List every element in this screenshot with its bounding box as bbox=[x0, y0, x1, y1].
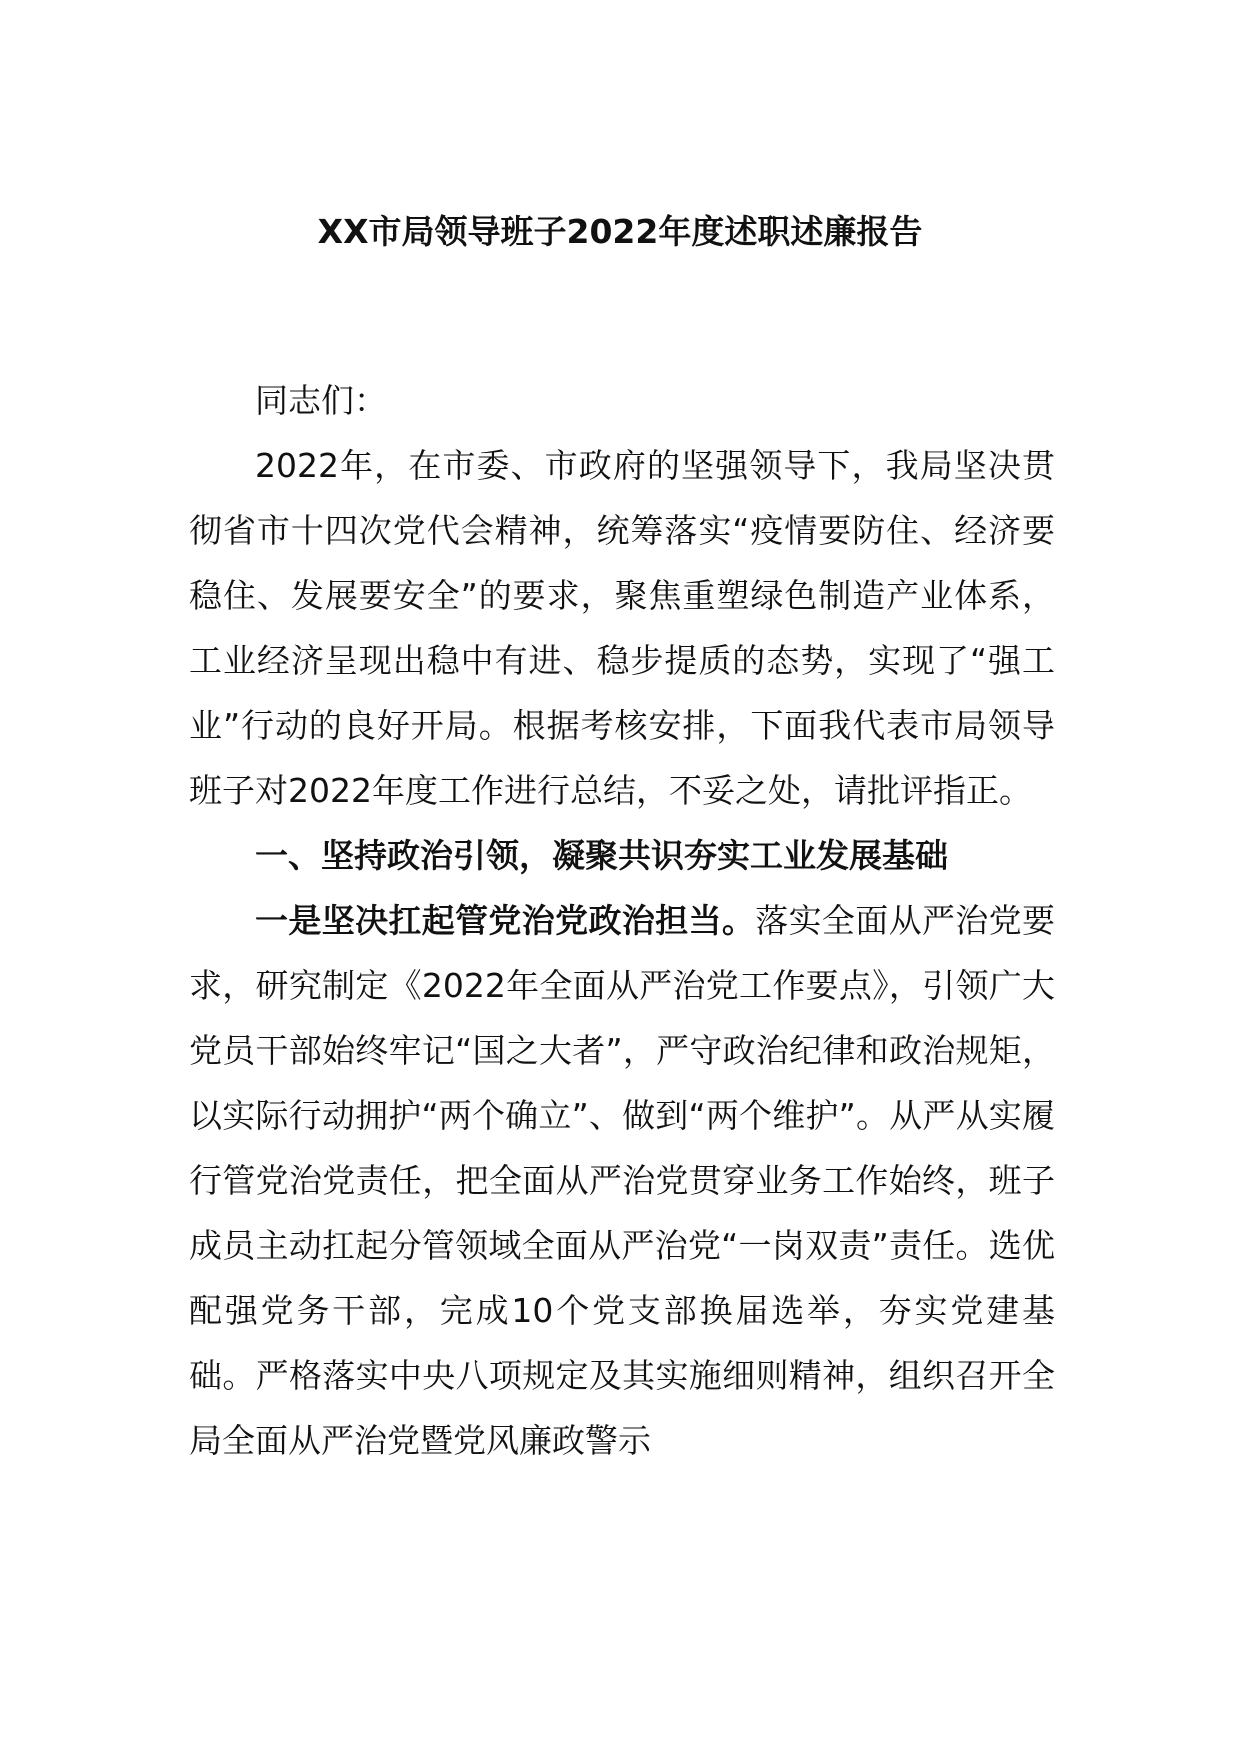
document-title: XX市局领导班子2022年度述职述廉报告 bbox=[317, 212, 923, 251]
section-paragraph bbox=[189, 888, 1055, 1473]
intro-paragraph: 2022年，在市委、市政府的坚强领导下，我局坚决贯彻省市十四次党代会精神，统筹落实“疫情要防住、经济要稳住、发展要安全”的要求，聚焦重塑绿色制造产业体系，工业经济呈现出稳中有进、稳步提质的态势，实现了“强工业”行动的良好开局。根据考核安排，下面我代表市局领导班子对2022年度工作进行总结，不妥之处，请批评指正。 bbox=[189, 446, 1055, 810]
salutation: 同志们： bbox=[255, 381, 387, 420]
paragraph-lead: 一是坚决扛起管党治党政治担当。 bbox=[255, 901, 756, 940]
document-body bbox=[189, 368, 1055, 1473]
paragraph-text: 落实全面从严治党要求，研究制定《2022年全面从严治党工作要点》，引领广大党员干部始终牢记“国之大者”，严守政治纪律和政治规矩，以实际行动拥护“两个确立”、做到“两个维护”。从严从实履行管党治党责任，把全面从严治党贯穿业务工作始终，班子成员主动扛起分管领域全面从严治党“一岗双责”责任。选优配强党务干部，完成10个党支部换届选举，夯实党建基础。严格落实中央八项规定及其实施细则精神，组织召开全局全面从严治党暨党风廉政警示 bbox=[189, 901, 1056, 1460]
section-heading: 一、坚持政治引领，凝聚共识夯实工业发展基础 bbox=[255, 836, 948, 875]
